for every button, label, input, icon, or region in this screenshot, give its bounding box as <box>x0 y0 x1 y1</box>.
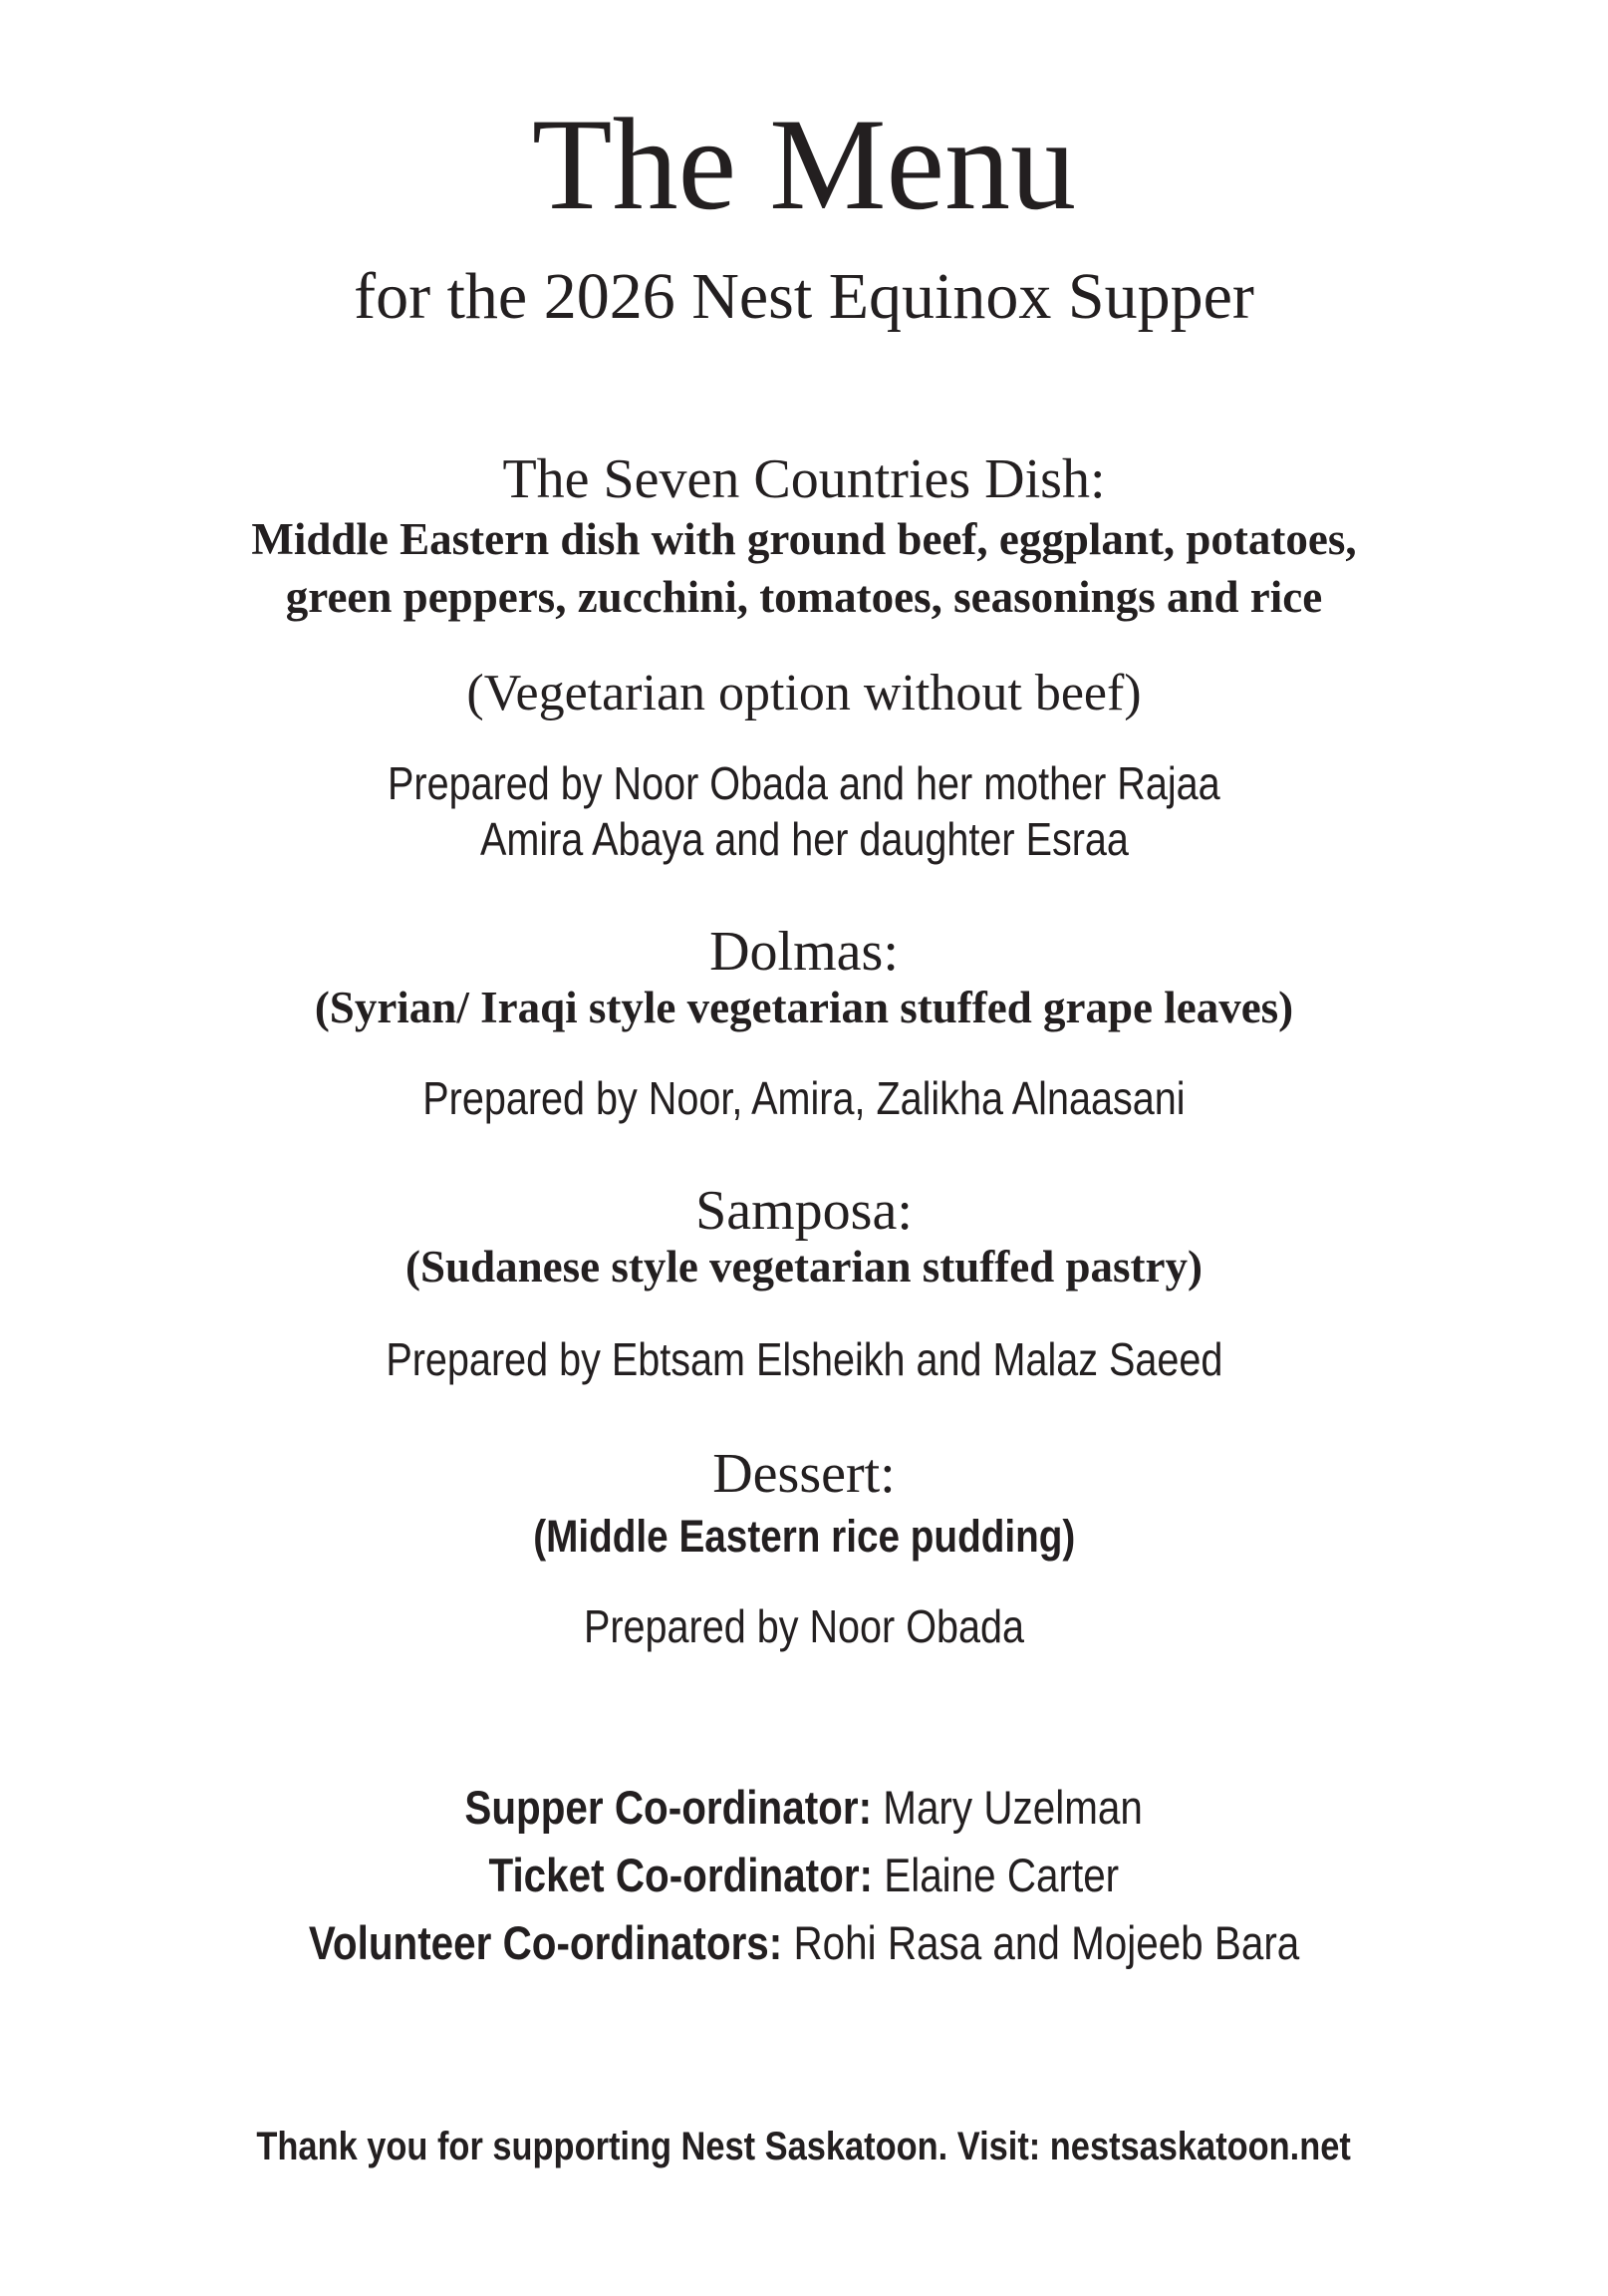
dish-description-line: Middle Eastern dish with ground beef, eggplant, potatoes, <box>251 514 1357 564</box>
prepared-by-line: Prepared by Ebtsam Elsheikh and Malaz Saeed <box>385 1333 1223 1385</box>
dish-name-samposa: Samposa: <box>695 1180 913 1242</box>
credit-names: Mary Uzelman <box>883 1781 1144 1834</box>
credit-ticket-coordinator <box>489 1846 1120 1905</box>
credit-role: Supper Co-ordinator: <box>464 1781 873 1834</box>
prepared-by-line: Prepared by Noor Obada <box>583 1600 1025 1652</box>
dish-name-dessert: Dessert: <box>712 1443 896 1505</box>
credit-supper-coordinator <box>465 1778 1143 1838</box>
credit-role: Volunteer Co-ordinators: <box>308 1916 783 1969</box>
dish-description-line: (Sudanese style vegetarian stuffed pastry) <box>405 1242 1203 1292</box>
prepared-by-line: Prepared by Noor Obada and her mother Rajaa <box>388 757 1220 809</box>
credit-names: Elaine Carter <box>884 1849 1120 1901</box>
dish-name-seven-countries: The Seven Countries Dish: <box>502 448 1106 510</box>
dish-name-dolmas: Dolmas: <box>709 921 899 983</box>
credit-volunteer-coordinators <box>309 1913 1299 1973</box>
footer-thank-you: Thank you for supporting Nest Saskatoon. Visit: nestsaskatoon.net <box>256 2125 1352 2168</box>
prepared-by-line: Prepared by Noor, Amira, Zalikha Alnaasani <box>422 1072 1186 1124</box>
page-subtitle: for the 2026 Nest Equinox Supper <box>354 260 1254 333</box>
credit-names: Rohi Rasa and Mojeeb Bara <box>793 1916 1300 1969</box>
credit-role: Ticket Co-ordinator: <box>488 1849 874 1901</box>
vegetarian-option-note: (Vegetarian option without beef) <box>466 665 1142 721</box>
prepared-by-line: Amira Abaya and her daughter Esraa <box>479 813 1129 865</box>
dish-description-line: (Middle Eastern rice pudding) <box>532 1511 1076 1562</box>
dish-description-line: green peppers, zucchini, tomatoes, seasonings and rice <box>285 572 1323 622</box>
page-title: The Menu <box>531 91 1077 237</box>
dish-description-line: (Syrian/ Iraqi style vegetarian stuffed grape leaves) <box>314 983 1294 1032</box>
